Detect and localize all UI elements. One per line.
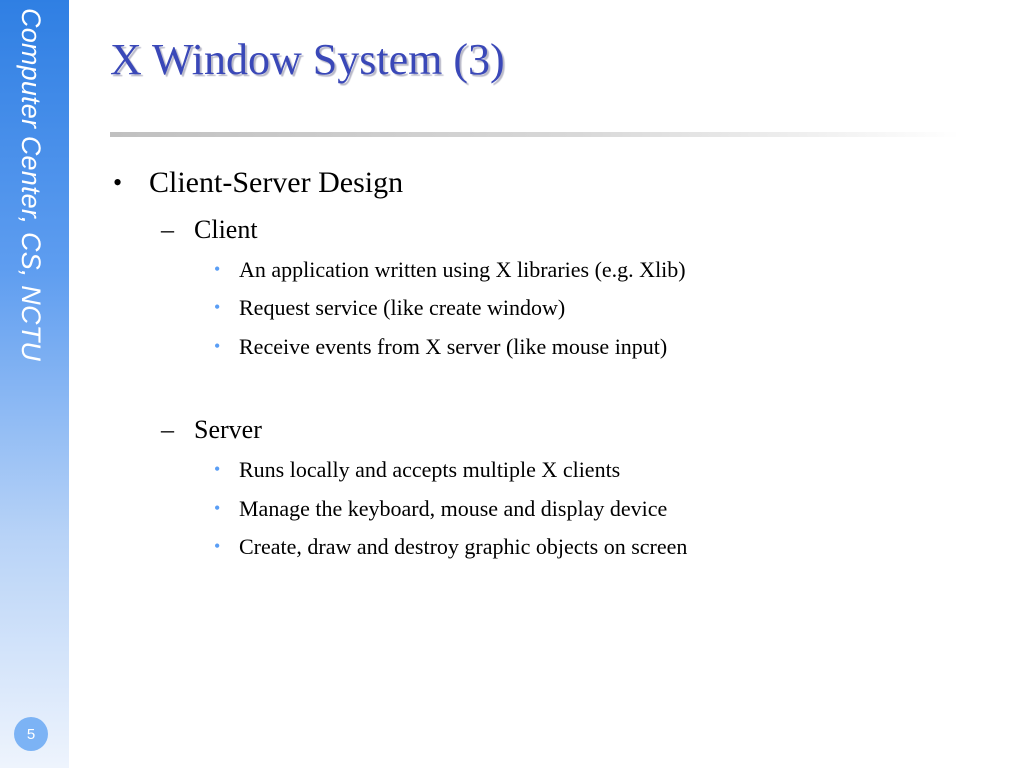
slide-title: X Window System (3) [110, 35, 505, 84]
bullet-icon: • [214, 259, 221, 279]
client-item: Receive events from X server (like mouse input) [239, 334, 668, 359]
topic-heading: Client-Server Design [149, 166, 404, 199]
client-item: An application written using X libraries (e.g. Xlib) [239, 257, 686, 282]
bullet-icon: • [214, 459, 221, 479]
server-item: Runs locally and accepts multiple X clients [239, 457, 621, 482]
server-item: Create, draw and destroy graphic objects on screen [239, 534, 688, 559]
bullet-icon: • [214, 336, 221, 356]
client-label: Client [194, 215, 258, 244]
page-number-badge: 5 [14, 717, 48, 751]
server-label: Server [194, 415, 262, 444]
client-item: Request service (like create window) [239, 295, 566, 320]
bullet-icon: • [214, 498, 221, 518]
bullet-icon: • [113, 168, 123, 197]
sidebar-footer-text: Computer Center, CS, NCTU [16, 8, 46, 362]
server-item: Manage the keyboard, mouse and display device [239, 496, 668, 521]
dash-icon: – [161, 215, 174, 244]
dash-icon: – [161, 415, 174, 444]
bullet-icon: • [214, 536, 221, 556]
bullet-icon: • [214, 297, 221, 317]
